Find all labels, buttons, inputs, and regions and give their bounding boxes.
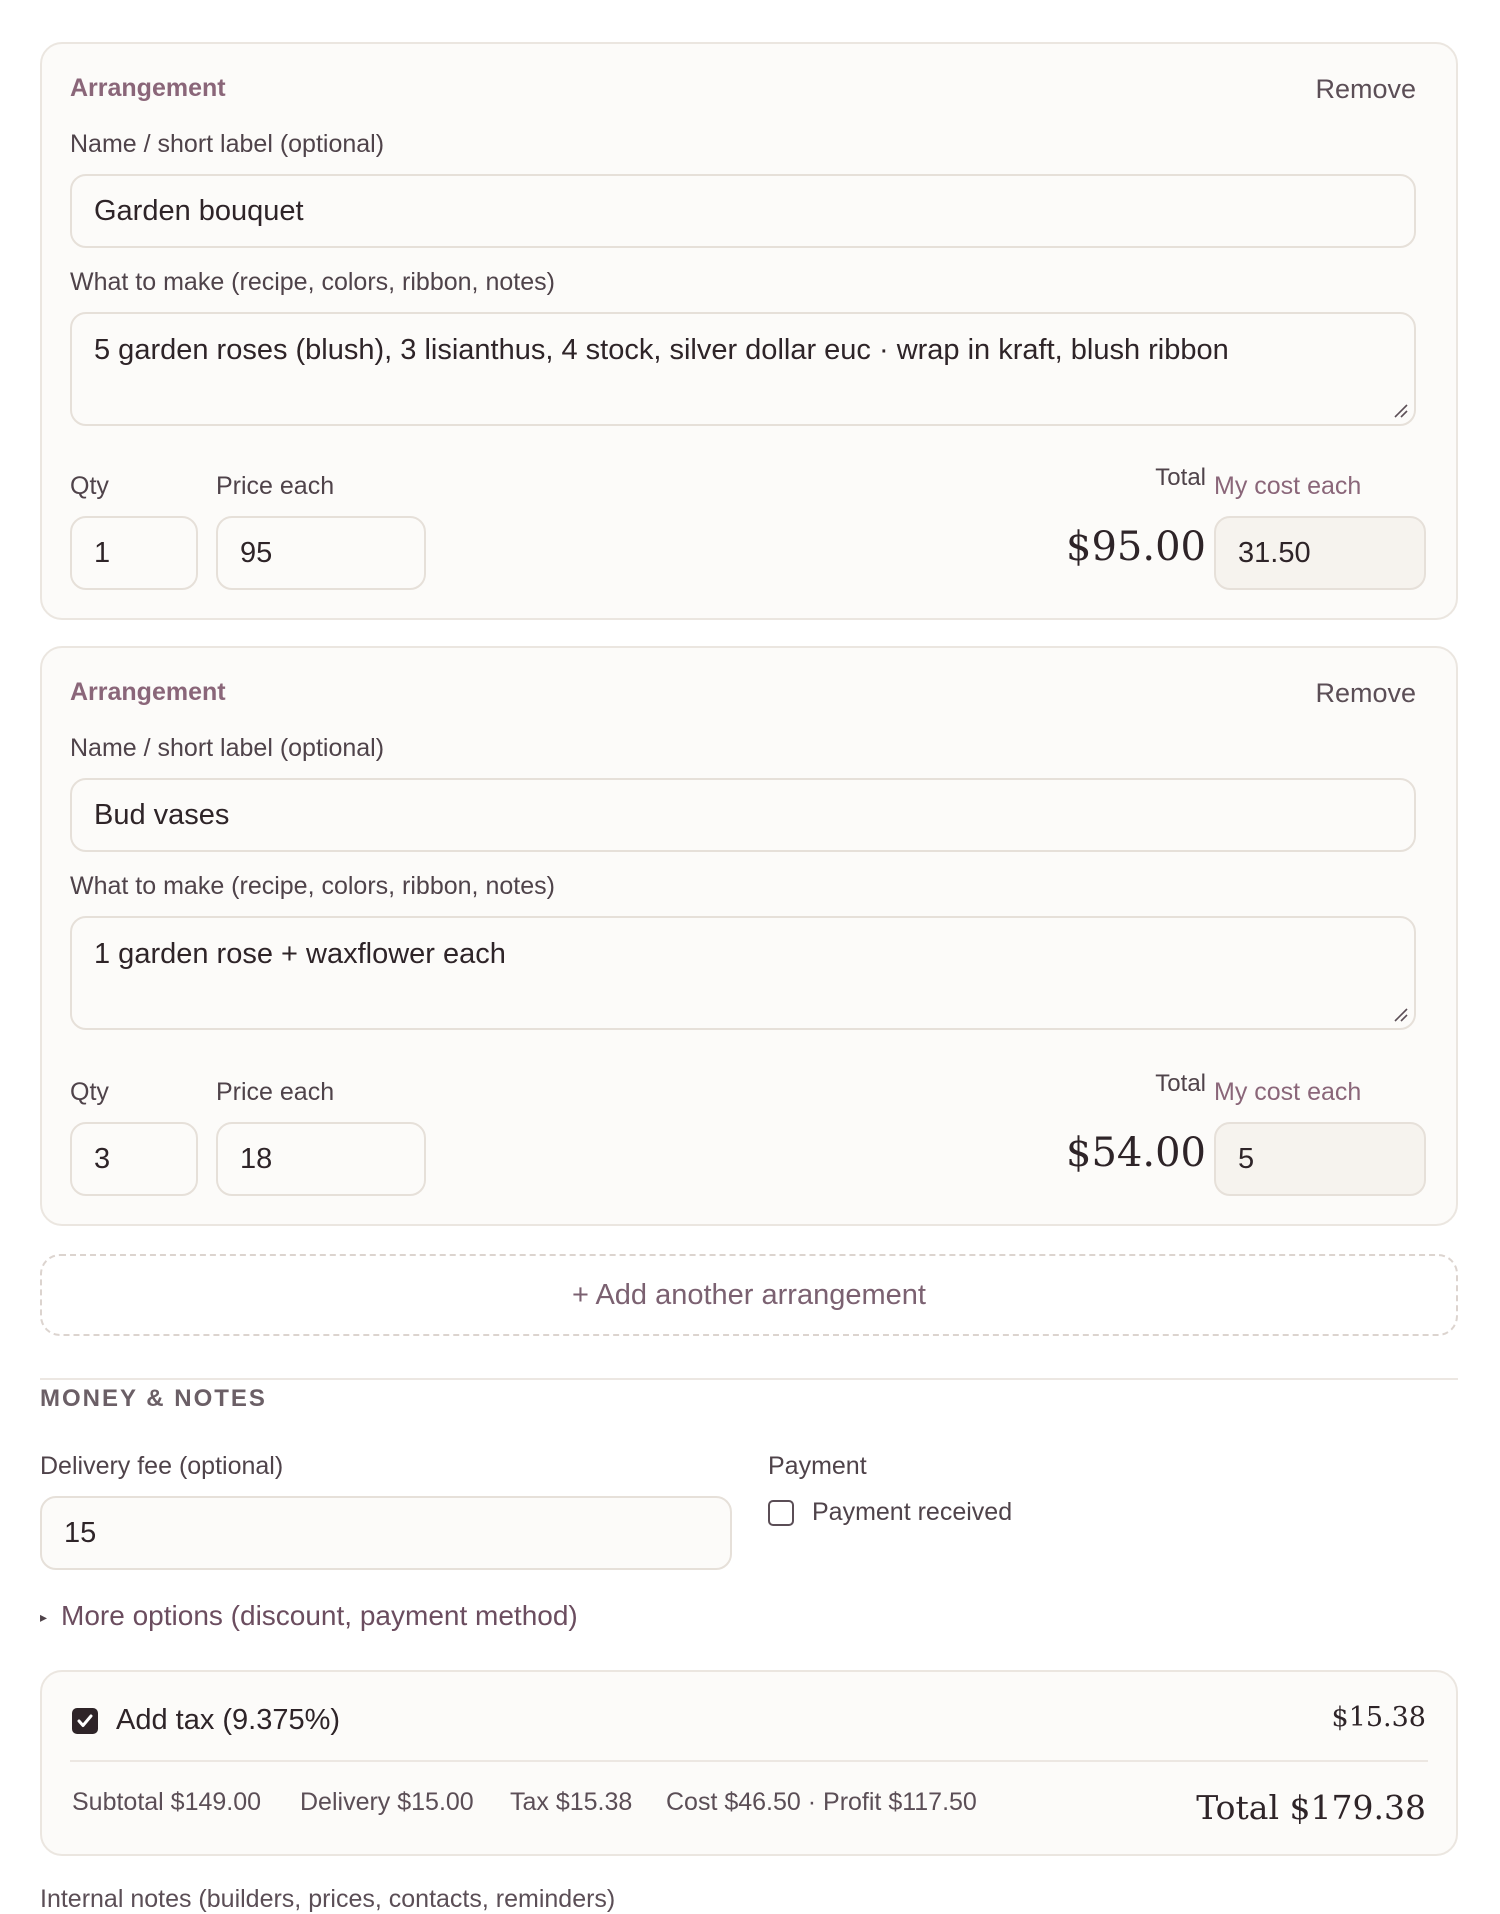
remove-arrangement-button[interactable]: Remove	[1315, 678, 1416, 708]
price-label: Price each	[216, 472, 335, 500]
more-options-label: More options (discount, payment method)	[61, 1600, 578, 1631]
money-section-title: MONEY & NOTES	[40, 1385, 267, 1412]
arrangement-title: Arrangement	[70, 74, 226, 102]
cost-label: My cost each	[1214, 472, 1362, 500]
name-label: Name / short label (optional)	[70, 130, 385, 158]
cost-input-value: 31.50	[1238, 536, 1311, 569]
make-textarea[interactable]	[70, 916, 1416, 1030]
cost-label: My cost each	[1214, 1078, 1362, 1106]
delivery-fee-label: Delivery fee (optional)	[40, 1452, 284, 1480]
subtotal-text: Subtotal $149.00	[72, 1788, 262, 1816]
disclosure-triangle-icon: ▸	[40, 1609, 48, 1626]
checkmark-icon	[74, 1710, 96, 1732]
make-textarea-value: 1 garden rose + waxflower each	[94, 938, 506, 970]
qty-input[interactable]	[70, 516, 198, 590]
make-textarea-value: 5 garden roses (blush), 3 lisianthus, 4 stock, silver dollar euc · wrap in kraft, blush ribbon	[94, 334, 1229, 366]
payment-label: Payment	[768, 1452, 867, 1480]
total-label: Total	[1155, 464, 1206, 491]
name-label: Name / short label (optional)	[70, 734, 385, 762]
price-input[interactable]	[216, 516, 426, 590]
price-input-value: 95	[240, 536, 273, 569]
make-label: What to make (recipe, colors, ribbon, notes)	[70, 268, 555, 296]
internal-notes-label: Internal notes (builders, prices, contacts, reminders)	[40, 1885, 616, 1913]
cost-profit-text: Cost $46.50 · Profit $117.50	[666, 1788, 977, 1816]
tax-amount: $15.38	[1331, 1702, 1426, 1733]
add-tax-label[interactable]: Add tax (9.375%)	[116, 1704, 341, 1736]
add-arrangement-button[interactable]: + Add another arrangement	[40, 1254, 1458, 1336]
resize-handle-icon[interactable]	[1392, 1006, 1408, 1022]
add-tax-checkbox[interactable]	[72, 1708, 98, 1734]
price-input[interactable]	[216, 1122, 426, 1196]
qty-input[interactable]	[70, 1122, 198, 1196]
delivery-fee-value: 15	[64, 1516, 97, 1549]
name-input[interactable]	[70, 778, 1416, 852]
more-options-toggle[interactable]	[40, 1600, 578, 1632]
line-total: $95.00	[1066, 524, 1206, 570]
section-divider	[40, 1378, 1458, 1380]
make-label: What to make (recipe, colors, ribbon, notes)	[70, 872, 555, 900]
grand-total: Total $179.38	[1196, 1788, 1426, 1827]
payment-received-label[interactable]: Payment received	[812, 1498, 1013, 1526]
qty-label: Qty	[70, 472, 109, 500]
price-label: Price each	[216, 1078, 335, 1106]
arrangement-title: Arrangement	[70, 678, 226, 706]
qty-input-value: 3	[94, 1142, 111, 1175]
delivery-fee-input[interactable]	[40, 1496, 732, 1570]
price-input-value: 18	[240, 1142, 273, 1175]
arrangement-card-1	[40, 42, 1458, 620]
qty-input-value: 1	[94, 536, 111, 569]
payment-received-checkbox[interactable]	[768, 1500, 794, 1526]
name-input[interactable]	[70, 174, 1416, 248]
line-total: $54.00	[1066, 1130, 1206, 1176]
cost-input[interactable]	[1214, 516, 1426, 590]
tax-summary-text: Tax $15.38	[510, 1788, 633, 1816]
name-input-value: Bud vases	[94, 798, 230, 831]
make-textarea[interactable]	[70, 312, 1416, 426]
resize-handle-icon[interactable]	[1392, 402, 1408, 418]
name-input-value: Garden bouquet	[94, 194, 304, 227]
remove-arrangement-button[interactable]: Remove	[1315, 74, 1416, 104]
qty-label: Qty	[70, 1078, 109, 1106]
total-label: Total	[1155, 1070, 1206, 1097]
delivery-summary-text: Delivery $15.00	[300, 1788, 474, 1816]
tax-summary-card	[40, 1670, 1458, 1856]
arrangement-card-2	[40, 646, 1458, 1226]
cost-input-value: 5	[1238, 1142, 1255, 1175]
summary-divider	[70, 1760, 1428, 1762]
cost-input[interactable]	[1214, 1122, 1426, 1196]
